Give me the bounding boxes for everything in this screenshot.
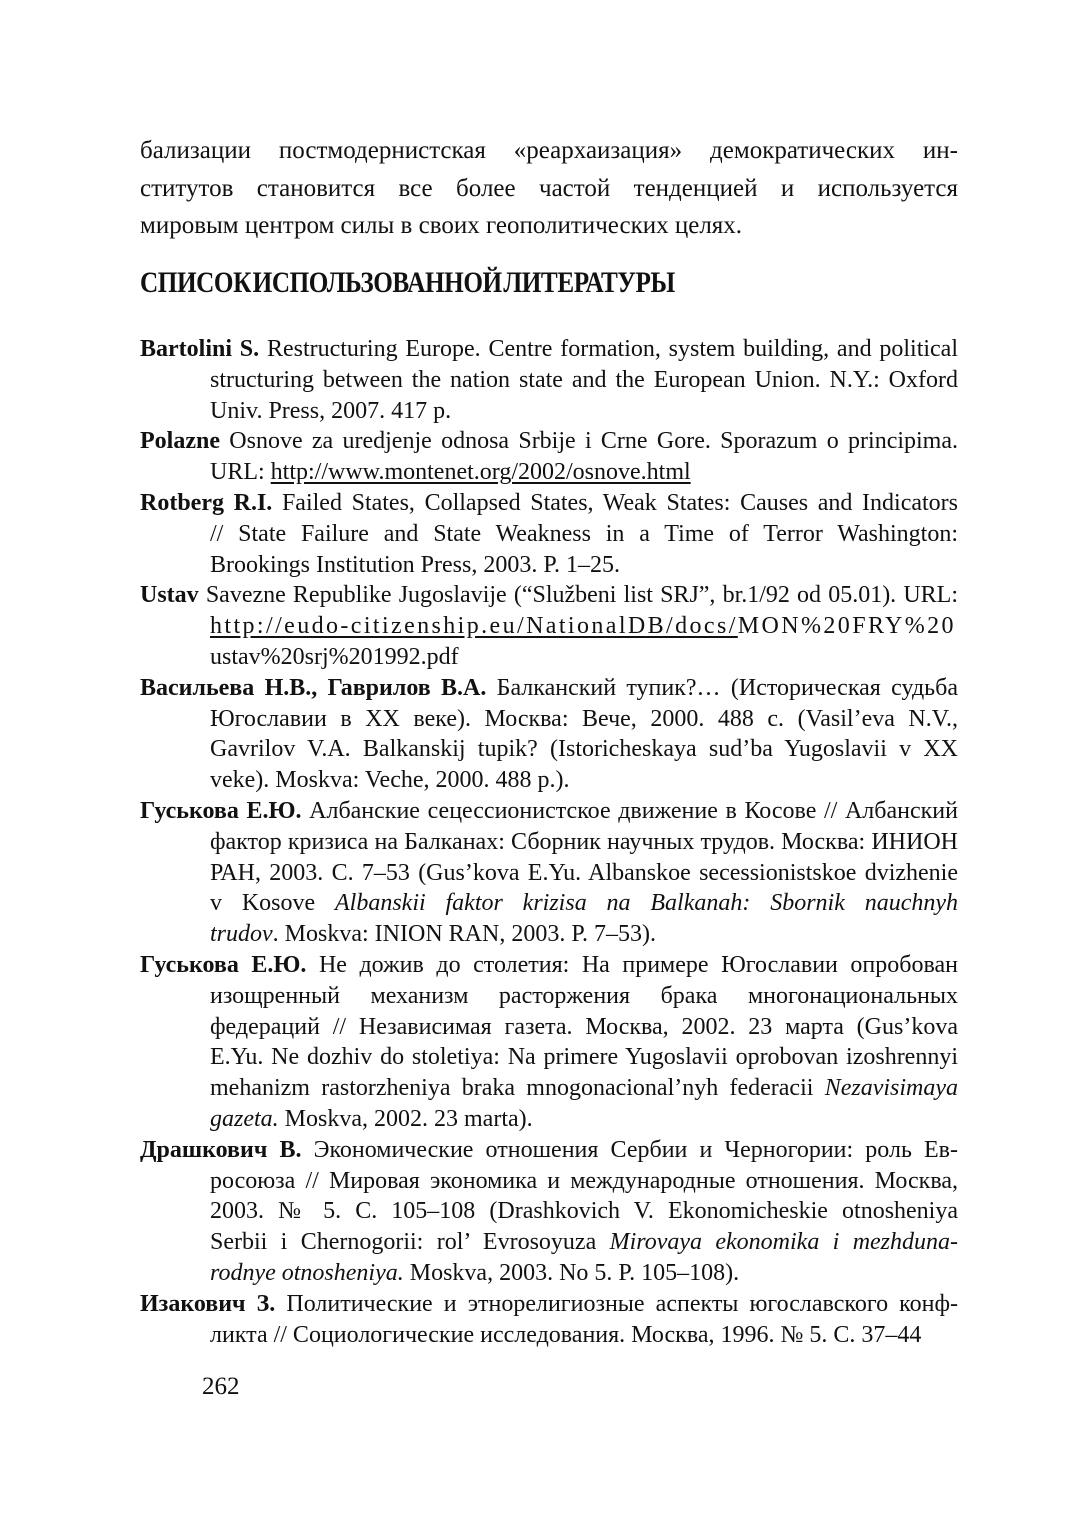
text-run: Экономические отношения Сербии и Черногории: роль Ев- — [301, 1136, 958, 1163]
text-run: Savezne Republike Jugoslavije (“Službeni list SRJ”, br.1/92 od 05.01). URL: — [198, 582, 958, 609]
intro-line: ститутов становится все более частой тенденцией и используется — [140, 174, 958, 202]
text-run: Rotberg R.I. — [140, 489, 273, 516]
entry-line — [210, 888, 958, 919]
bibliography-entry — [140, 673, 958, 796]
entry-line — [210, 1258, 958, 1289]
entry-line — [140, 1289, 958, 1320]
text-run: // State Failure and State Weakness in a Time of Terror Washington: — [210, 520, 958, 547]
bibliography-entry — [140, 950, 958, 1135]
entry-line — [210, 765, 958, 796]
text-run: РАН, 2003. С. 7–53 (Gus’kova E.Yu. Albanskoe secessionistskoe dvizhenie — [210, 859, 958, 886]
url-link[interactable]: http://www.montenet.org/2002/osnove.html — [270, 459, 691, 486]
text-run: Изакович З. — [140, 1290, 276, 1317]
intro-line: мировым центром силы в своих геополитических целях. — [140, 212, 743, 239]
entry-line — [140, 334, 958, 365]
text-run: федераций // Независимая газета. Москва, 2002. 23 марта (Gus’kova — [210, 1013, 958, 1040]
entry-line — [140, 580, 958, 611]
text-run: rodnye otnosheniya. — [210, 1259, 404, 1286]
entry-line — [210, 1104, 958, 1135]
entry-line — [210, 734, 958, 765]
entry-line — [140, 488, 958, 519]
entry-line — [210, 457, 958, 488]
text-run: Albanskii faktor krizisa na Balkanah: Sbornik nauchnyh — [335, 890, 958, 917]
text-run: ликта // Социологические исследования. Москва, 1996. № 5. С. 37–44 — [210, 1321, 922, 1348]
text-run: Югославии в ХХ веке). Москва: Вече, 2000. 488 с. (Vasil’eva N.V., — [210, 705, 958, 732]
text-run: Moskva, 2003. No 5. P. 105–108). — [403, 1259, 740, 1286]
bibliography-entry — [140, 1289, 958, 1351]
intro-line: бализации постмодернистская «реархаизация» демократических ин- — [140, 137, 958, 164]
entry-line — [210, 981, 958, 1012]
text-run: Moskva, 2002. 23 marta). — [278, 1105, 533, 1132]
entry-line — [210, 1196, 958, 1227]
text-run: structuring between the nation state and the European Union. N.Y.: Oxford — [210, 366, 958, 393]
entry-line — [140, 426, 958, 457]
text-run: Univ. Press, 2007. 417 p. — [210, 397, 452, 424]
text-run: Албанские сецессионистское движение в Косове // Албанский — [301, 797, 958, 824]
entry-line — [210, 858, 958, 889]
intro-paragraph — [140, 132, 958, 245]
text-run: Васильева Н.В., Гаврилов В.А. — [140, 674, 487, 701]
entry-line — [210, 1166, 958, 1197]
text-run: Bartolini S. — [140, 336, 260, 362]
entry-line — [140, 950, 958, 981]
text-run: Polazne — [140, 428, 220, 455]
entry-line — [210, 365, 958, 396]
bibliography-entry — [140, 334, 958, 426]
text-run: Гуськова Е.Ю. — [140, 797, 302, 824]
text-run: gazeta. — [210, 1105, 279, 1132]
text-run: Failed States, Collapsed States, Weak States: Causes and Indicators — [272, 489, 959, 516]
text-run: Nezavisimaya — [824, 1075, 958, 1102]
entry-line — [210, 1320, 958, 1351]
entry-line — [210, 396, 958, 427]
text-run: Gavrilov V.A. Balkanskij tupik? (Istoricheskaya sud’ba Yugoslavii v XX — [210, 736, 958, 763]
text-run: . Moskva: INION RAN, 2003. P. 7–53). — [272, 921, 657, 948]
text-run: Restructuring Europe. Centre formation, system building, and political — [259, 336, 959, 362]
text-run: Драшкович В. — [140, 1136, 302, 1163]
text-run: 2003. № 5. С. 105–108 (Drashkovich V. Ekonomicheskie otnosheniya — [210, 1198, 958, 1225]
text-run: Балканский тупик?… (Историческая судьба — [486, 674, 958, 701]
bibliography-entry — [140, 488, 958, 580]
text-run: изощренный механизм расторжения брака многонациональных — [210, 982, 958, 1009]
text-run: фактор кризиса на Балканах: Сборник научных трудов. Москва: ИНИОН — [210, 828, 958, 855]
bibliography-entry — [140, 796, 958, 950]
entry-line — [210, 1073, 958, 1104]
text-run: Serbii i Chernogorii: rol’ Evrosoyuza — [210, 1229, 610, 1256]
page-number: 262 — [202, 1373, 240, 1400]
text-run: Ustav — [140, 582, 199, 609]
text-run: росоюза // Мировая экономика и международные отношения. Москва, — [210, 1167, 958, 1194]
text-run: Osnove za uredjenje odnosa Srbije i Crne Gore. Sporazum o principima. — [219, 428, 958, 455]
bibliography-entry — [140, 580, 958, 672]
entry-line — [210, 550, 958, 581]
text-run: Не дожив до столетия: На примере Югославии опробован — [306, 951, 958, 978]
text-run: mehanizm rastorzheniya braka mnogonacional’nyh federacii — [210, 1075, 825, 1102]
entry-line — [210, 1227, 958, 1258]
entry-line — [210, 919, 958, 950]
entry-line — [140, 1135, 958, 1166]
entry-line — [210, 519, 958, 550]
text-run: veke). Moskva: Veche, 2000. 488 p.). — [210, 767, 570, 794]
bibliography-list — [140, 334, 958, 1350]
text-run: Brookings Institution Press, 2003. P. 1–25. — [210, 551, 621, 578]
entry-line — [210, 827, 958, 858]
entry-line — [210, 642, 958, 673]
text-run: E.Yu. Ne dozhiv do stoletiya: Na primere Yugoslavii oprobovan izoshrennyi — [210, 1044, 958, 1071]
entry-line — [140, 796, 958, 827]
entry-line — [210, 1012, 958, 1043]
section-heading: СПИСОК ИСПОЛЬЗОВАННОЙ ЛИТЕРАТУРЫ — [140, 266, 675, 299]
entry-line — [210, 611, 958, 642]
text-run: URL: — [210, 459, 271, 486]
text-run: MON%20FRY%20 — [737, 613, 956, 640]
entry-line — [140, 673, 958, 704]
text-run: Mirovaya ekonomika i mezhduna- — [609, 1229, 959, 1256]
text-run: trudov — [210, 921, 273, 948]
entry-line — [210, 704, 958, 735]
text-run: Политические и этнорелигиозные аспекты югославского конф- — [275, 1290, 959, 1317]
bibliography-entry — [140, 1135, 958, 1289]
bibliography-entry — [140, 426, 958, 488]
text-run: Гуськова Е.Ю. — [140, 951, 307, 978]
text-run: ustav%20srj%201992.pdf — [210, 643, 459, 670]
url-link[interactable]: http://eudo-citizenship.eu/NationalDB/docs/ — [210, 613, 738, 640]
entry-line — [210, 1042, 958, 1073]
text-run: v Kosove — [210, 890, 336, 917]
